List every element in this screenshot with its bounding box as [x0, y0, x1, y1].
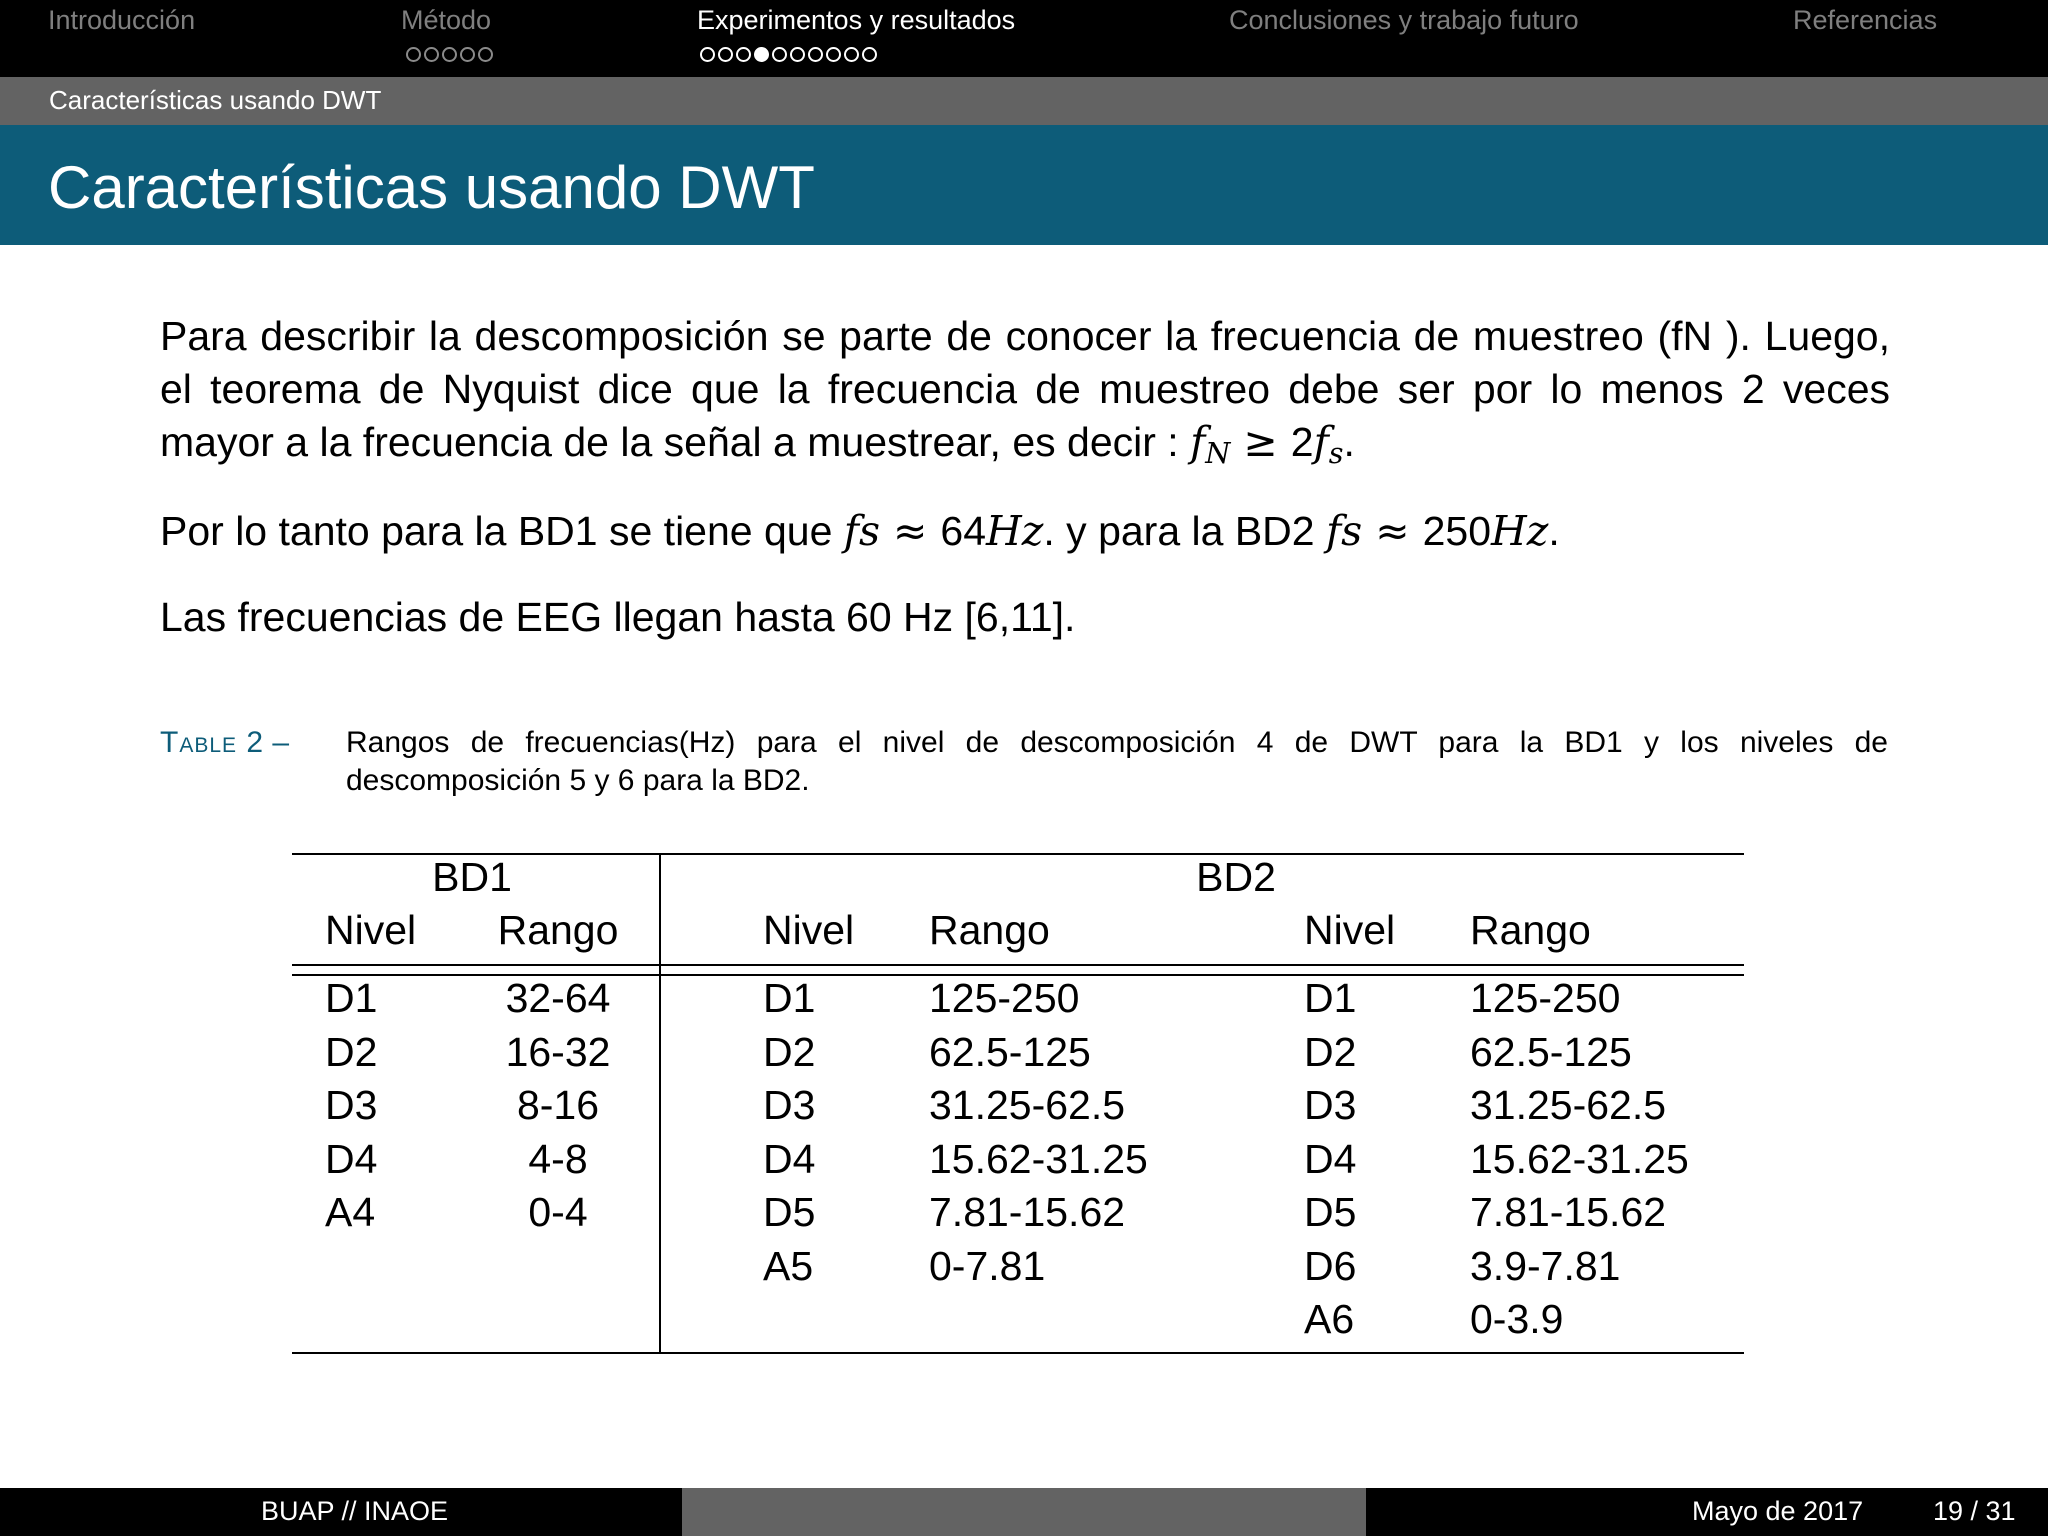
paragraph-eeg: [160, 591, 1890, 644]
nav-frame-dot[interactable]: [700, 47, 715, 62]
top-navigation: [0, 0, 2048, 77]
bd2-level6-rango-cell: 125-250: [1470, 975, 1621, 1021]
bd2-level5-rango-cell: 31.25-62.5: [929, 1082, 1126, 1128]
bd1-nivel-cell: A4: [325, 1189, 376, 1235]
table-caption-text: Rangos de frecuencias(Hz) para el nivel de descomposición 4 de DWT para la BD1 y los niveles de descomposición 5 y 6 para la BD2.: [346, 726, 1888, 797]
nav-frame-dot[interactable]: [442, 47, 457, 62]
bd2-level5-nivel-cell: D4: [763, 1135, 816, 1182]
approx-symbol: ≈: [1362, 507, 1423, 555]
nav-frame-dot[interactable]: [424, 47, 439, 62]
page-number: 19 / 31: [1933, 1496, 2016, 1526]
approx-symbol: ≈: [880, 507, 941, 555]
nav-frame-dot[interactable]: [844, 47, 859, 62]
paragraph-sampling-mid: . y para la BD2: [1043, 508, 1326, 554]
nav-frame-dot[interactable]: [736, 47, 751, 62]
bd2-level5-nivel-cell: D1: [763, 975, 816, 1021]
bd2-level6-nivel-cell: D4: [1304, 1135, 1357, 1182]
bd1-nivel-cell: D1: [325, 975, 378, 1021]
bd2-level6-nivel-cell: D3: [1304, 1082, 1357, 1128]
footer-right: [1366, 1488, 2048, 1536]
table-bottom-rule: [292, 1352, 1744, 1354]
paragraph-sampling: [160, 505, 1890, 558]
paragraph-sampling-text: Por lo tanto para la BD1 se tiene que: [160, 508, 844, 554]
paragraph-nyquist: [160, 310, 1890, 480]
nav-section-referencias[interactable]: Referencias: [1793, 5, 1938, 35]
bd2-level6-rango-cell: 3.9-7.81: [1470, 1242, 1621, 1289]
value-64: 64: [940, 508, 987, 554]
bd2-level6-nivel-cell: D2: [1304, 1028, 1357, 1075]
table-caption: [160, 724, 1888, 800]
footer-left: [0, 1488, 682, 1536]
bd2-level6-rango-cell: 31.25-62.5: [1470, 1082, 1667, 1128]
nav-frame-dot[interactable]: [406, 47, 421, 62]
bd1-rango-cell: 8-16: [516, 1082, 600, 1128]
nav-frame-dot-current[interactable]: [754, 47, 769, 62]
paragraph-eeg-text: Las frecuencias de EEG llegan hasta 60 Hz [6,11].: [160, 594, 1076, 640]
footer: [0, 1488, 2048, 1536]
frame-title: Características usando DWT: [48, 154, 815, 221]
bd2-level6-nivel-cell: A6: [1304, 1296, 1355, 1342]
nav-frame-dot[interactable]: [826, 47, 841, 62]
paragraph-nyquist-end: .: [1343, 419, 1355, 465]
footer-institution: BUAP // INAOE: [261, 1496, 449, 1526]
nav-frame-dot[interactable]: [862, 47, 877, 62]
nav-frame-dots-experimentos: [700, 47, 877, 67]
bd2-level5-rango-cell: 125-250: [929, 975, 1080, 1021]
nav-frame-dot[interactable]: [772, 47, 787, 62]
nav-frame-dot[interactable]: [460, 47, 475, 62]
table-header-bd2: BD2: [1196, 854, 1276, 900]
table-column-separator: [659, 853, 661, 1353]
bd2-level5-nivel-cell: D5: [763, 1189, 816, 1235]
nav-frame-dot[interactable]: [808, 47, 823, 62]
bd1-nivel-cell: D2: [325, 1028, 378, 1075]
bd1-rango-cell: 0-4: [528, 1189, 588, 1235]
nav-section-experimentos[interactable]: Experimentos y resultados: [697, 5, 1016, 35]
table-header-bd1: BD1: [432, 854, 512, 900]
unit-hz: Hz: [1491, 507, 1549, 555]
bd2-level6-nivel-cell: D6: [1304, 1242, 1357, 1289]
paragraph-sampling-end: .: [1548, 508, 1560, 554]
bd2-level6-nivel-cell: D5: [1304, 1189, 1357, 1235]
paragraph-nyquist-text: Para describir la descomposición se parte de conocer la frecuencia de muestreo (fN ). Luego, el teorema de Nyquist dice que la frecuencia de muestreo debe ser por lo menos 2 veces mayor a la frecuencia de la señal a muestrear, es decir :: [160, 313, 1890, 465]
bd2-level6-rango-cell: 15.62-31.25: [1470, 1135, 1689, 1182]
footer-middle: [682, 1488, 1366, 1536]
col-header-nivel: Nivel: [1304, 907, 1396, 953]
nav-section-introduccion[interactable]: Introducción: [48, 5, 196, 35]
bd1-rango-cell: 16-32: [505, 1028, 611, 1075]
formula-fn: $f_N$: [1190, 418, 1231, 471]
table-header-rule-1: [292, 964, 1744, 966]
formula-fs: $f_s$: [1313, 418, 1344, 471]
frame-title-bar: [0, 125, 2048, 245]
bd2-level6-rango-cell: 62.5-125: [1470, 1028, 1632, 1075]
bd2-level5-nivel-cell: A5: [763, 1242, 814, 1289]
nav-frame-dot[interactable]: [718, 47, 733, 62]
nav-section-metodo[interactable]: Método: [401, 5, 492, 35]
bd2-level5-nivel-cell: D2: [763, 1028, 816, 1075]
col-header-nivel: Nivel: [325, 907, 417, 953]
col-header-rango: Rango: [929, 907, 1050, 953]
bd2-level5-rango-cell: 62.5-125: [929, 1028, 1091, 1075]
col-header-nivel: Nivel: [763, 907, 855, 953]
col-header-rango: Rango: [497, 907, 619, 953]
formula-two: 2: [1290, 419, 1314, 465]
bd1-nivel-cell: D4: [325, 1135, 378, 1182]
bd2-level5-rango-cell: 0-7.81: [929, 1242, 1046, 1289]
bd1-rango-cell: 32-64: [505, 975, 611, 1021]
bd2-level6-rango-cell: 0-3.9: [1470, 1296, 1564, 1342]
bd2-level6-nivel-cell: D1: [1304, 975, 1357, 1021]
nav-section-conclusiones[interactable]: Conclusiones y trabajo futuro: [1229, 5, 1579, 35]
formula-fs-bd1: fs: [843, 507, 880, 555]
nav-frame-dots-metodo: [406, 47, 493, 67]
col-header-rango: Rango: [1470, 907, 1591, 953]
bd2-level6-rango-cell: 7.81-15.62: [1470, 1189, 1667, 1235]
bd2-level5-rango-cell: 15.62-31.25: [929, 1135, 1148, 1182]
nav-frame-dot[interactable]: [478, 47, 493, 62]
footer-date: Mayo de 2017: [1692, 1496, 1864, 1526]
unit-hz: Hz: [986, 507, 1044, 555]
bd2-level5-nivel-cell: D3: [763, 1082, 816, 1128]
bd2-level5-rango-cell: 7.81-15.62: [929, 1189, 1126, 1235]
value-250: 250: [1422, 508, 1492, 554]
subsection-bar: [0, 77, 2048, 125]
geq-symbol: ≥: [1230, 418, 1291, 466]
subsection-title: Características usando DWT: [49, 85, 382, 115]
formula-fs-bd2: fs: [1325, 507, 1363, 555]
bd1-nivel-cell: D3: [325, 1082, 378, 1128]
table-caption-label: Table 2 –: [160, 726, 290, 759]
frequency-table: [292, 853, 1744, 1355]
nav-frame-dot[interactable]: [790, 47, 805, 62]
bd1-rango-cell: 4-8: [528, 1135, 588, 1182]
